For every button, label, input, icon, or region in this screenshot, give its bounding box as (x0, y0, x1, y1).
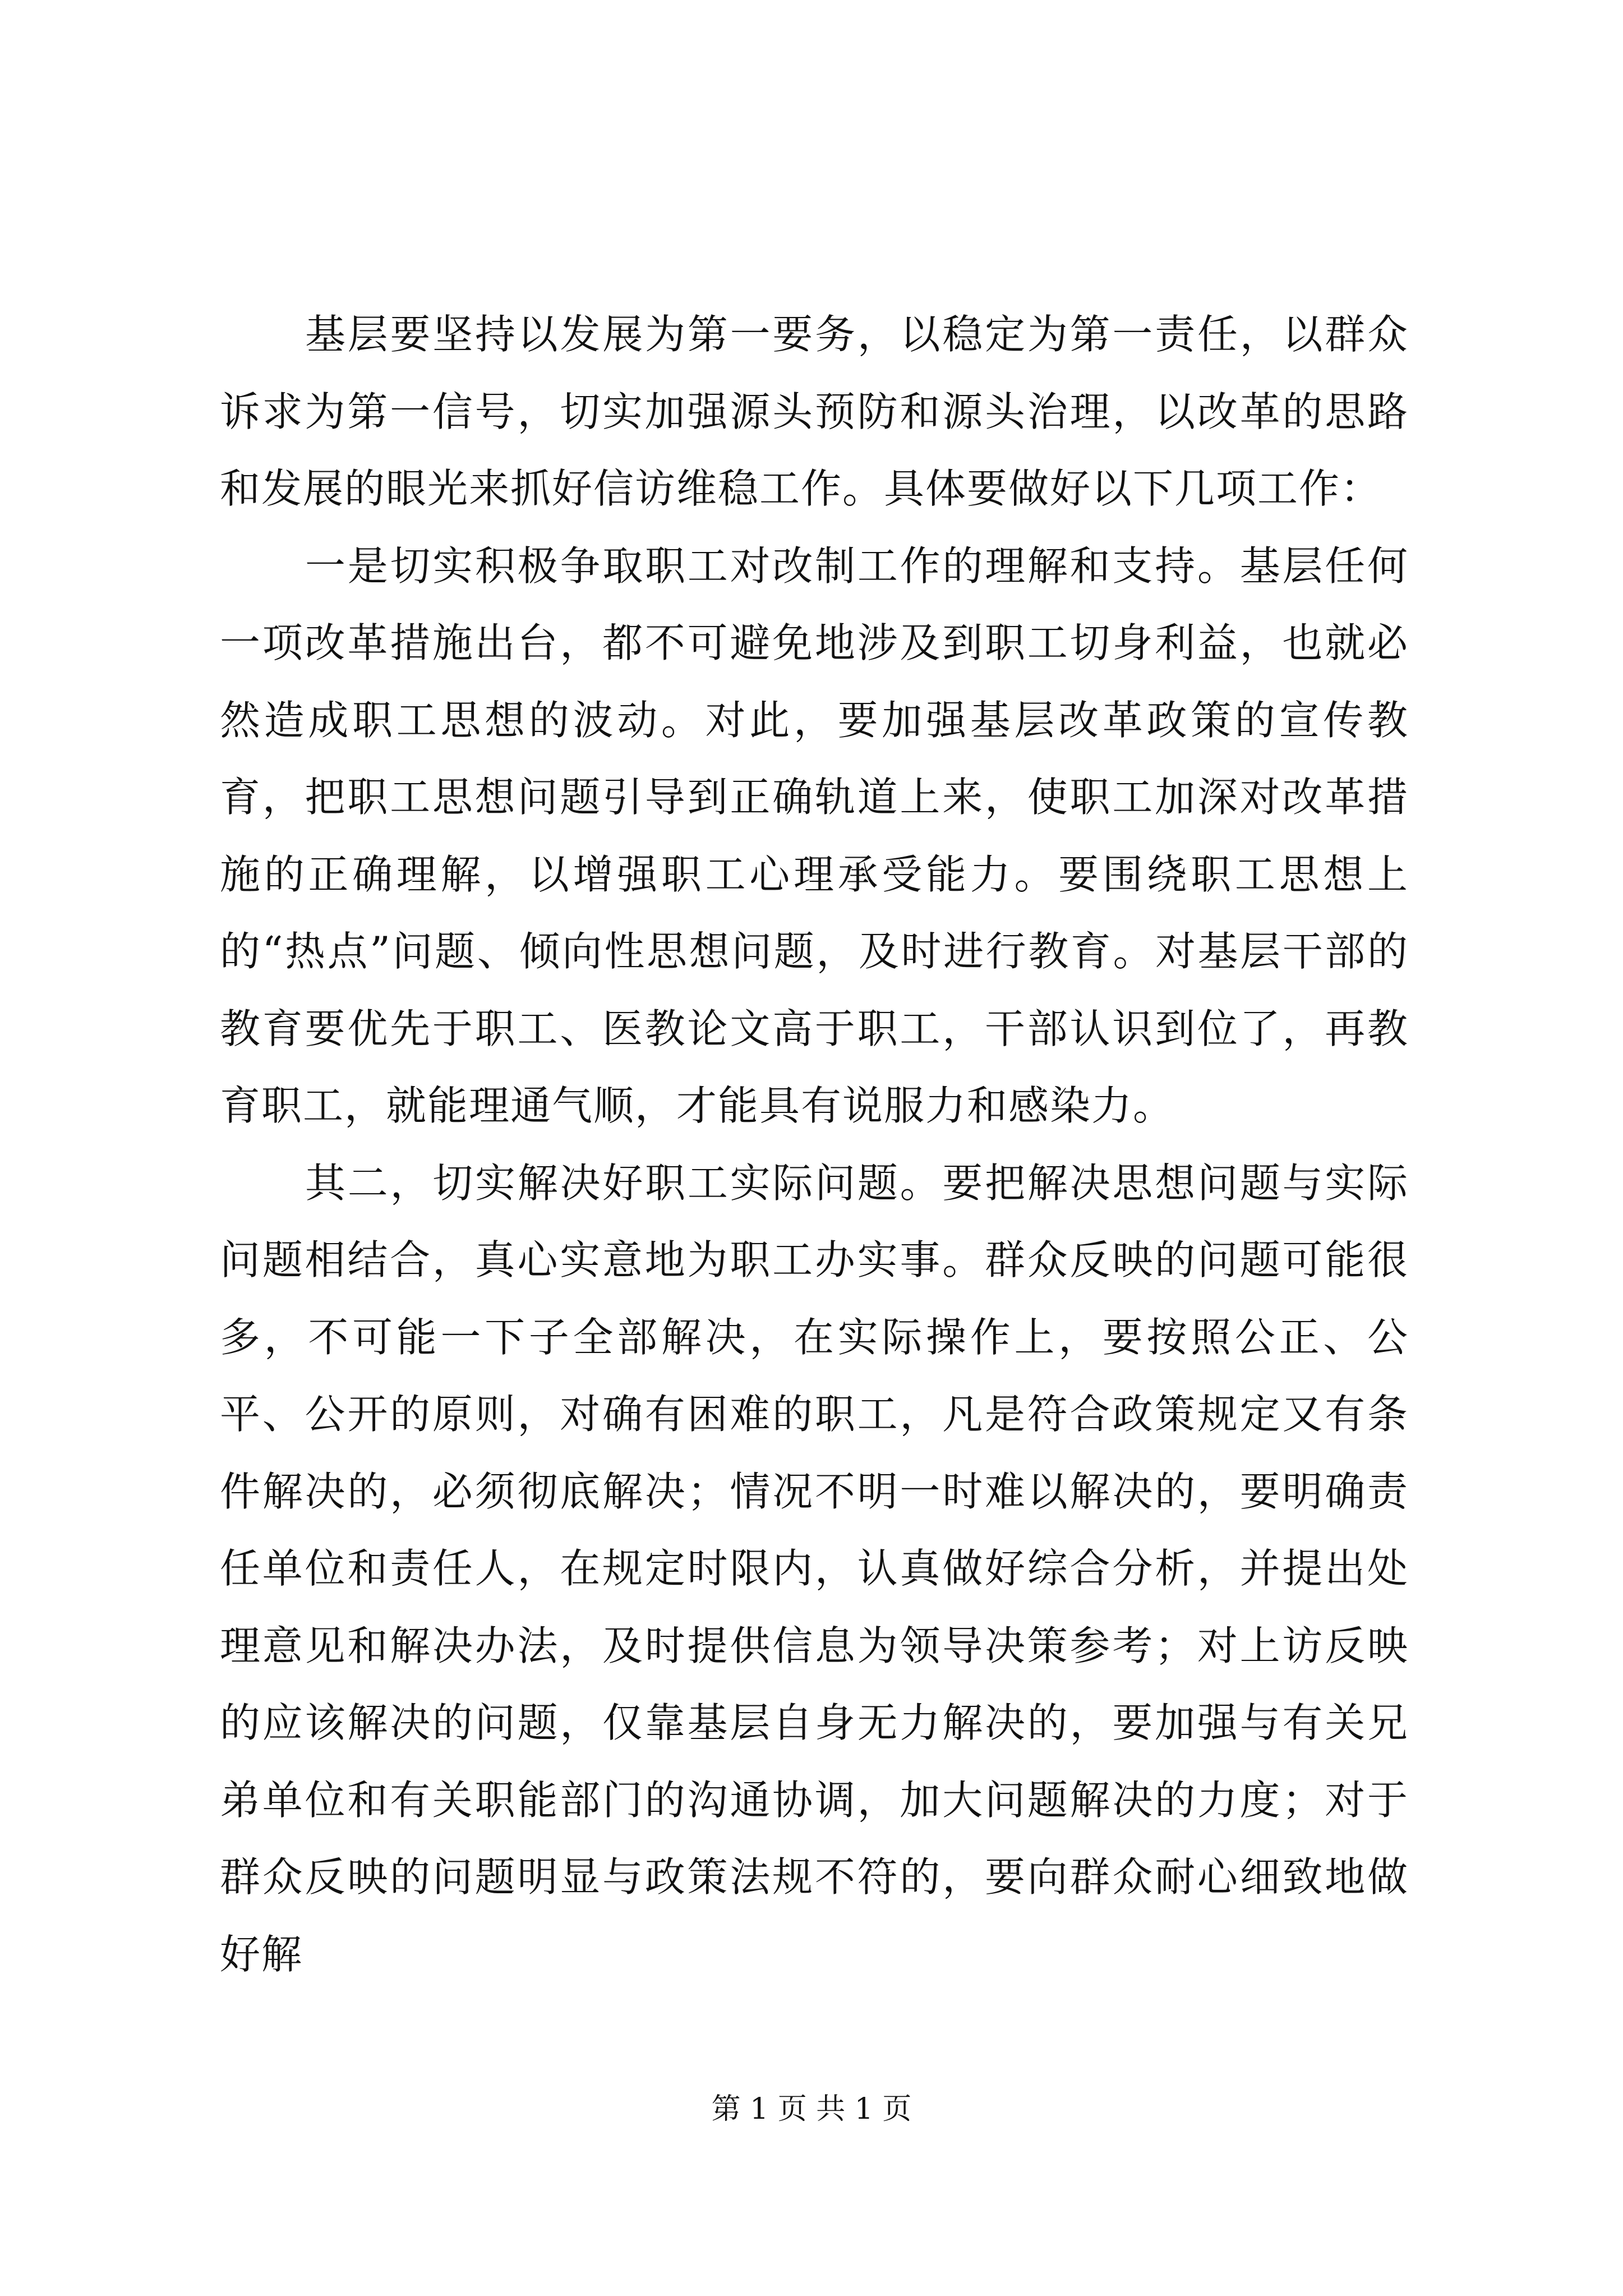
page-footer: 第 1 页 共 1 页 (711, 2092, 912, 2126)
document-body (220, 296, 1409, 1993)
paragraph-point-one: 一是切实积极争取职工对改制工作的理解和支持。基层任何一项改革措施出台，都不可避免地涉及到职工切身利益，也就必然造成职工思想的波动。对此，要加强基层改革政策的宣传教育，把职工思想问题引导到正确轨道上来，使职工加深对改革措施的正确理解，以增强职工心理承受能力。要围绕职工思想上的“热点”问题、倾向性思想问题，及时进行教育。对基层干部的教育要优先于职工、医教论文高于职工，干部认识到位了，再教育职工，就能理通气顺，才能具有说服力和感染力。 (220, 542, 1409, 1129)
paragraph-intro: 基层要坚持以发展为第一要务，以稳定为第一责任，以群众诉求为第一信号，切实加强源头预防和源头治理，以改革的思路和发展的眼光来抓好信访维稳工作。具体要做好以下几项工作： (220, 311, 1409, 512)
paragraph-point-two: 其二，切实解决好职工实际问题。要把解决思想问题与实际问题相结合，真心实意地为职工办实事。群众反映的问题可能很多，不可能一下子全部解决，在实际操作上，要按照公正、公平、公开的原则，对确有困难的职工，凡是符合政策规定又有条件解决的，必须彻底解决；情况不明一时难以解决的，要明确责任单位和责任人，在规定时限内，认真做好综合分析，并提出处理意见和解决办法，及时提供信息为领导决策参考；对上访反映的应该解决的问题，仅靠基层自身无力解决的，要加强与有关兄弟单位和有关职能部门的沟通协调，加大问题解决的力度；对于群众反映的问题明显与政策法规不符的，要向群众耐心细致地做好解 (220, 1159, 1409, 1978)
